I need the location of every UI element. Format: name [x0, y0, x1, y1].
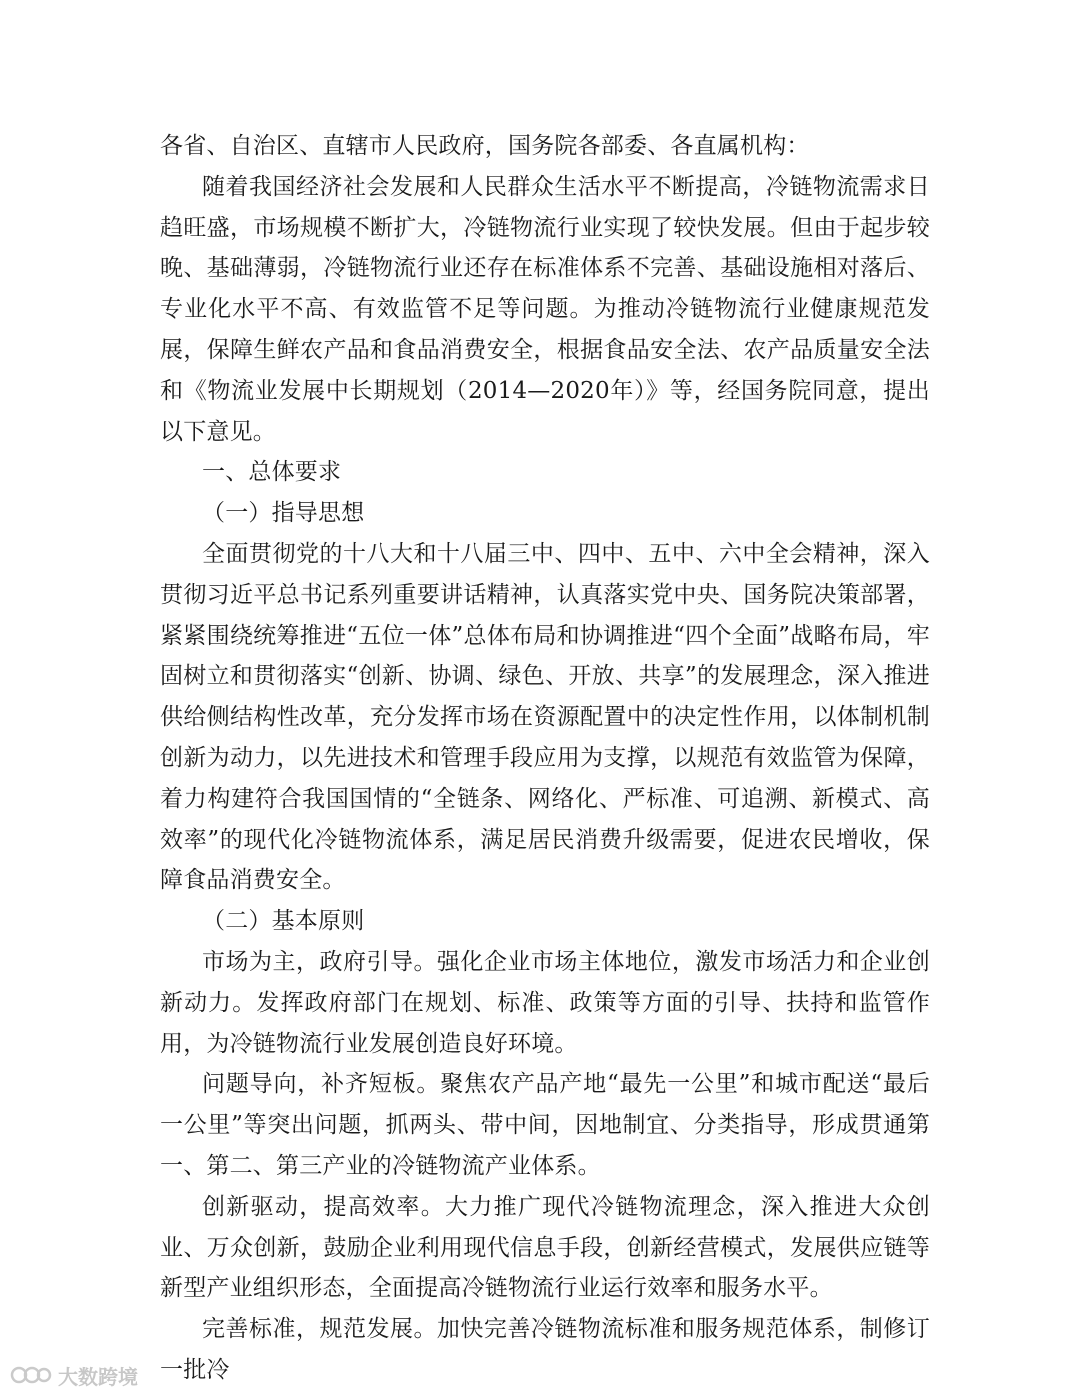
intro-paragraph: 随着我国经济社会发展和人民群众生活水平不断提高，冷链物流需求日趋旺盛，市场规模不断扩大，冷链物流行业实现了较快发展。但由于起步较晚、基础薄弱，冷链物流行业还存在标准体系不完善、基础设施相对落后、专业化水平不高、有效监管不足等问题。为推动冷链物流行业健康规范发展，保障生鲜农产品和食品消费安全，根据食品安全法、农产品质量安全法和《物流业发展中长期规划（2014—2020年）》等，经国务院同意，提出以下意见。	[160, 173, 930, 445]
subsection-heading: （一）指导思想	[202, 500, 365, 527]
section-heading: 一、总体要求	[202, 459, 342, 486]
subsection-heading: （二）基本原则	[202, 908, 365, 935]
guiding-thought-paragraph: 全面贯彻党的十八大和十八届三中、四中、五中、六中全会精神，深入贯彻习近平总书记系列重要讲话精神，认真落实党中央、国务院决策部署，紧紧围绕统筹推进“五位一体”总体布局和协调推进“四个全面”战略布局，牢固树立和贯彻落实“创新、协调、绿色、开放、共享”的发展理念，深入推进供给侧结构性改革，充分发挥市场在资源配置中的决定性作用，以体制机制创新为动力，以先进技术和管理手段应用为支撑，以规范有效监管为保障，着力构建符合我国国情的“全链条、网络化、严标准、可追溯、新模式、高效率”的现代化冷链物流体系，满足居民消费升级需要，促进农民增收，保障食品消费安全。	[160, 540, 930, 894]
principle-paragraph: 创新驱动，提高效率。大力推广现代冷链物流理念，深入推进大众创业、万众创新，鼓励企业利用现代信息手段，创新经营模式，发展供应链等新型产业组织形态，全面提高冷链物流行业运行效率和服务水平。	[160, 1193, 930, 1302]
principle-paragraph: 问题导向，补齐短板。聚焦农产品产地“最先一公里”和城市配送“最后一公里”等突出问题，抓两头、带中间，因地制宜、分类指导，形成贯通第一、第二、第三产业的冷链物流产业体系。	[160, 1071, 930, 1179]
salutation-paragraph: 各省、自治区、直辖市人民政府，国务院各部委、各直属机构：	[160, 133, 810, 159]
watermark	[10, 1360, 138, 1390]
principle-paragraph: 市场为主，政府引导。强化企业市场主体地位，激发市场活力和企业创新动力。发挥政府部门在规划、标准、政策等方面的引导、扶持和监管作用，为冷链物流行业发展创造良好环境。	[160, 948, 930, 1057]
watermark-text: 大数跨境	[58, 1364, 138, 1389]
document-body	[160, 126, 930, 1391]
principle-paragraph: 完善标准，规范发展。加快完善冷链物流标准和服务规范体系，制修订一批冷	[160, 1316, 930, 1383]
watermark-logo-icon	[10, 1362, 52, 1388]
